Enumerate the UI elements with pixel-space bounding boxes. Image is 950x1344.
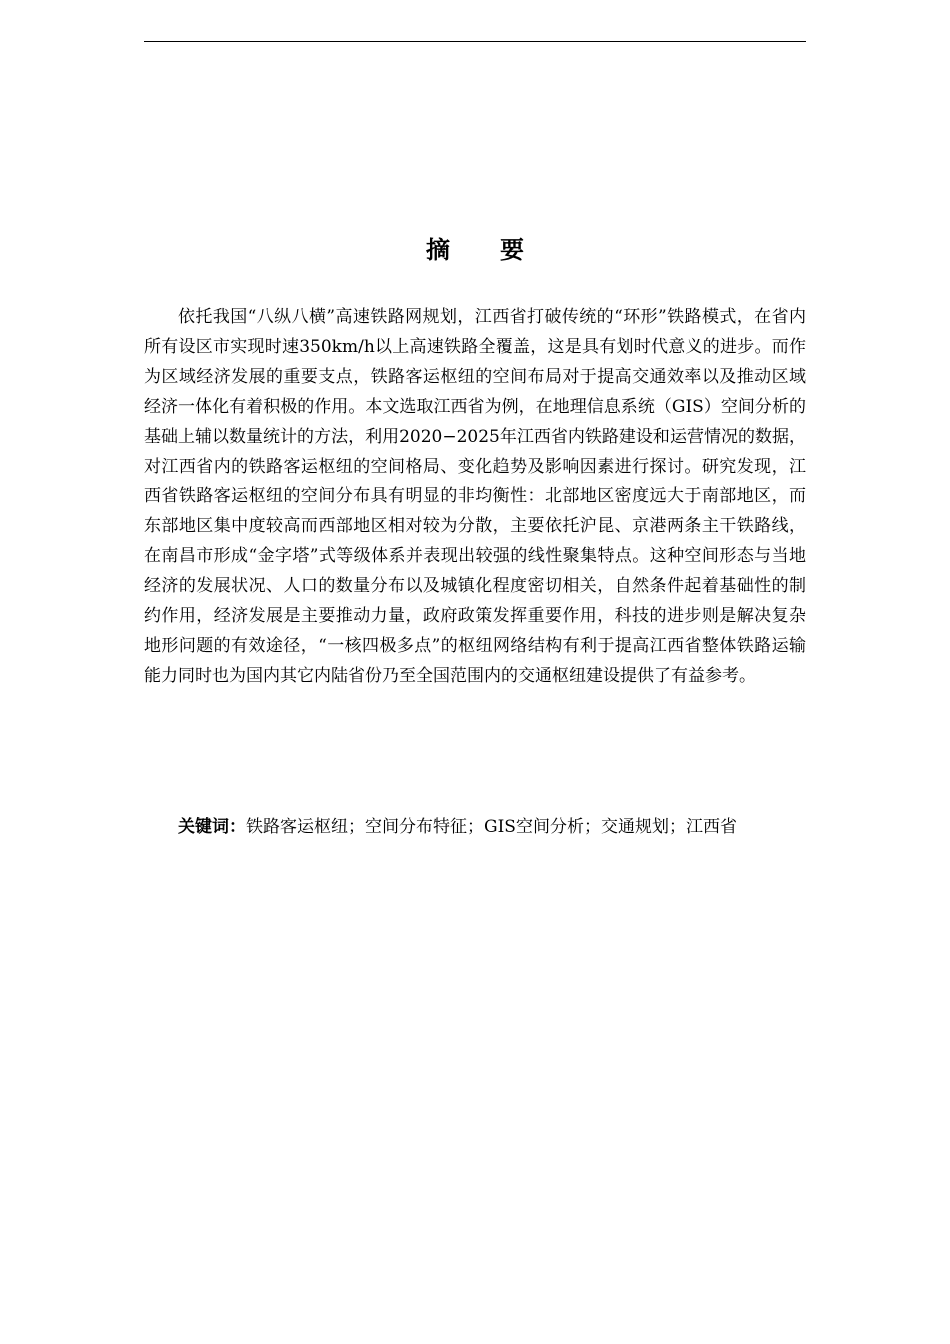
keywords-label: 关键词：: [178, 817, 246, 837]
abstract-title-char-2: 要: [500, 236, 524, 264]
keywords-text: 铁路客运枢纽；空间分布特征；GIS空间分析；交通规划；江西省: [246, 817, 737, 837]
keywords-line: [144, 813, 806, 843]
header-rule: [144, 41, 806, 42]
abstract-body: 依托我国“八纵八横”高速铁路网规划，江西省打破传统的“环形”铁路模式，在省内所有设区市实现时速350km/h以上高速铁路全覆盖，这是具有划时代意义的进步。而作为区域经济发展的重要支点，铁路客运枢纽的空间布局对于提高交通效率以及推动区域经济一体化有着积极的作用。本文选取江西省为例，在地理信息系统（GIS）空间分析的基础上辅以数量统计的方法，利用2020−2025年江西省内铁路建设和运营情况的数据，对江西省内的铁路客运枢纽的空间格局、变化趋势及影响因素进行探讨。研究发现，江西省铁路客运枢纽的空间分布具有明显的非均衡性：北部地区密度远大于南部地区，而东部地区集中度较高而西部地区相对较为分散，主要依托沪昆、京港两条主干铁路线，在南昌市形成“金字塔”式等级体系并表现出较强的线性聚集特点。这种空间形态与当地经济的发展状况、人口的数量分布以及城镇化程度密切相关，自然条件起着基础性的制约作用，经济发展是主要推动力量，政府政策发挥重要作用，科技的进步则是解决复杂地形问题的有效途径，“一核四极多点”的枢纽网络结构有利于提高江西省整体铁路运输能力同时也为国内其它内陆省份乃至全国范围内的交通枢纽建设提供了有益参考。: [144, 307, 806, 686]
abstract-title-char-1: 摘: [426, 236, 450, 264]
abstract-title: [144, 232, 806, 268]
